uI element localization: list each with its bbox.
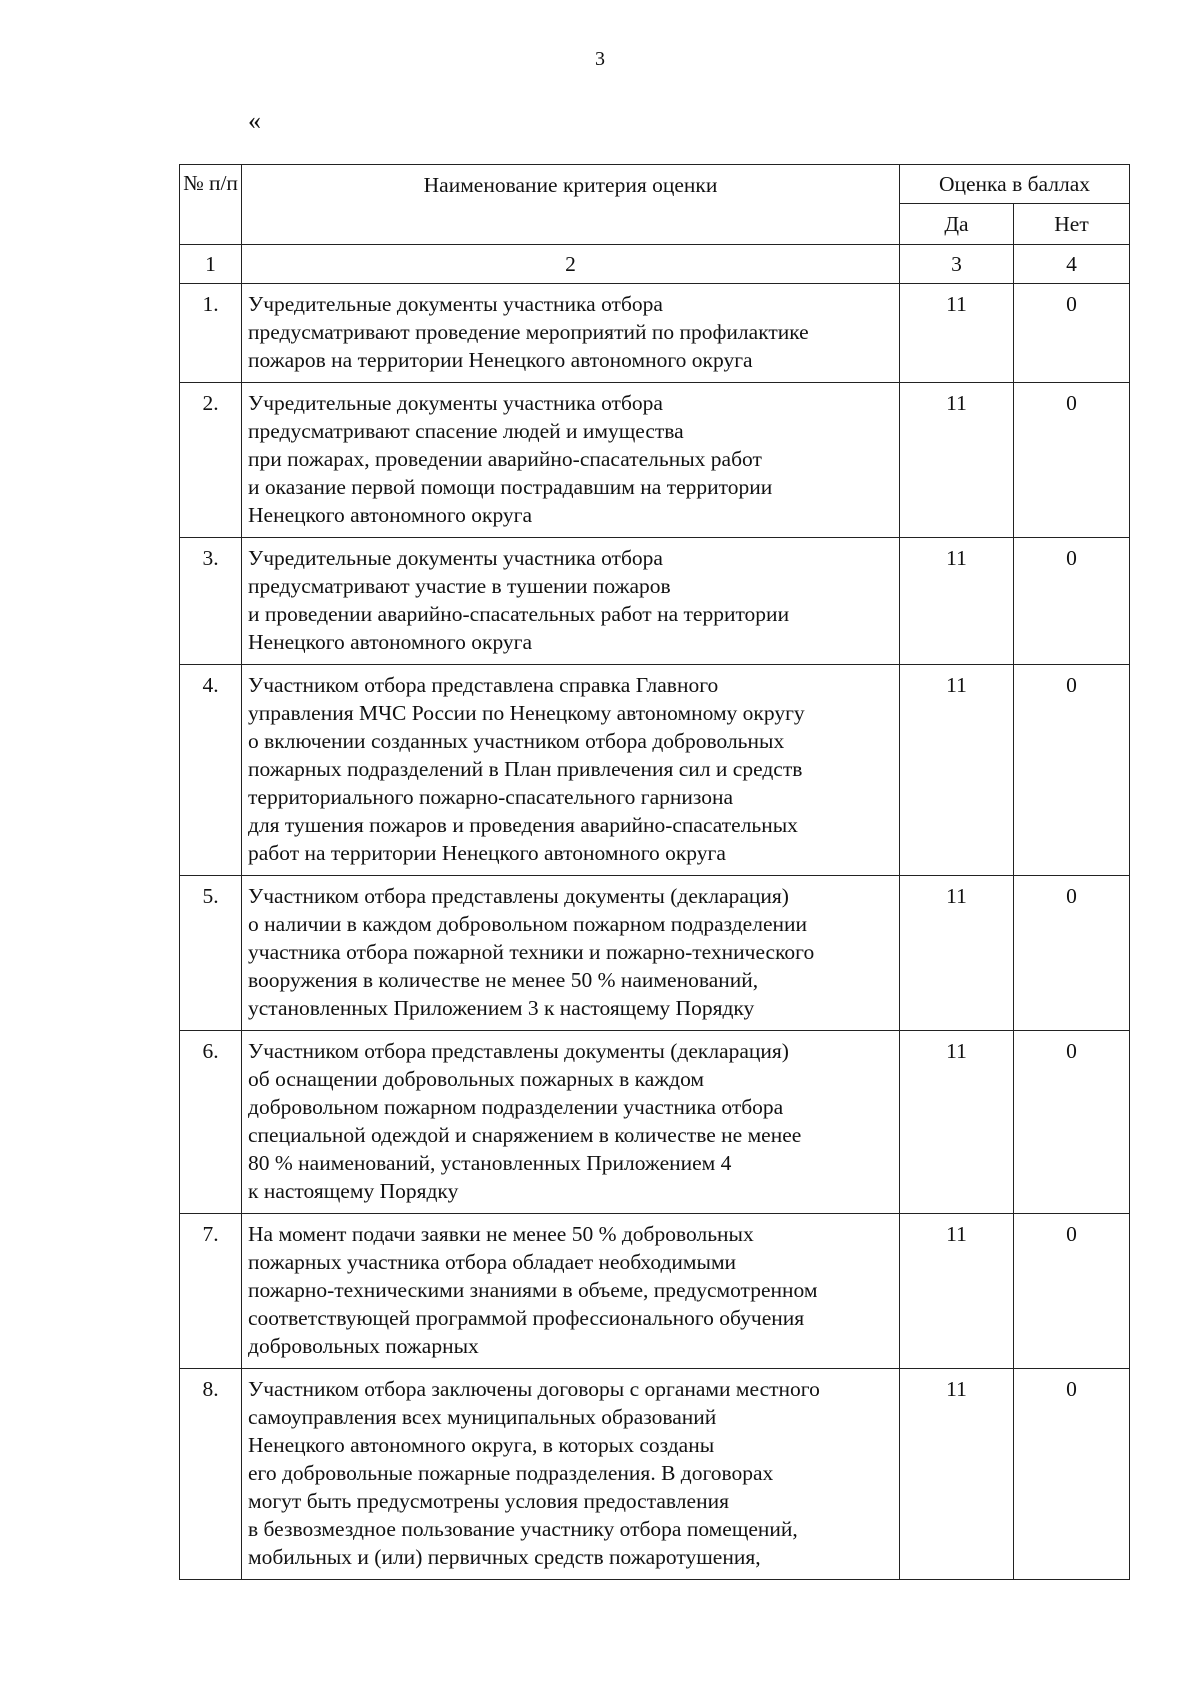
page-number: 3	[595, 48, 605, 70]
criterion-text-line: Участником отбора заключены договоры с органами местного	[248, 1377, 820, 1401]
table-row	[180, 1369, 1130, 1580]
score-yes: 11	[900, 876, 1014, 1031]
criterion-text	[242, 284, 900, 383]
header-yes: Да	[900, 204, 1014, 245]
criterion-text-line: пожарных участника отбора обладает необходимыми	[248, 1250, 737, 1274]
row-number: 5.	[180, 876, 242, 1031]
criterion-text-line: работ на территории Ненецкого автономного округа	[248, 841, 726, 865]
criterion-text-line: вооружения в количестве не менее 50 % наименований,	[248, 968, 759, 992]
column-number-row	[180, 245, 1130, 284]
score-yes: 11	[900, 1031, 1014, 1214]
column-number: 4	[1014, 245, 1130, 284]
row-number: 3.	[180, 538, 242, 665]
criterion-text-line: управления МЧС России по Ненецкому автономному округу	[248, 701, 805, 725]
criterion-text-line: Участником отбора представлены документы (декларация)	[248, 884, 789, 908]
criterion-text-line: Ненецкого автономного округа	[248, 503, 533, 527]
table-row	[180, 876, 1130, 1031]
criterion-text-line: мобильных и (или) первичных средств пожаротушения,	[248, 1545, 761, 1569]
criterion-text-line: специальной одеждой и снаряжением в количестве не менее	[248, 1123, 802, 1147]
criterion-text-line: об оснащении добровольных пожарных в каждом	[248, 1067, 705, 1091]
criterion-text-line: пожарно-техническими знаниями в объеме, предусмотренном	[248, 1278, 818, 1302]
criterion-text	[242, 538, 900, 665]
criterion-text-line: и проведении аварийно-спасательных работ на территории	[248, 602, 790, 626]
criterion-text-line: Участником отбора представлены документы (декларация)	[248, 1039, 789, 1063]
row-number: 8.	[180, 1369, 242, 1580]
score-no: 0	[1014, 665, 1130, 876]
criterion-text-line: пожаров на территории Ненецкого автономного округа	[248, 348, 753, 372]
column-number: 3	[900, 245, 1014, 284]
score-yes: 11	[900, 665, 1014, 876]
table-row	[180, 1214, 1130, 1369]
criterion-text-line: установленных Приложением 3 к настоящему Порядку	[248, 996, 755, 1020]
table-row	[180, 284, 1130, 383]
criterion-text-line: могут быть предусмотрены условия предоставления	[248, 1489, 729, 1513]
row-number: 2.	[180, 383, 242, 538]
criterion-text	[242, 1031, 900, 1214]
criterion-text	[242, 1369, 900, 1580]
score-no: 0	[1014, 538, 1130, 665]
column-number: 2	[242, 245, 900, 284]
opening-quote-mark: «	[248, 106, 261, 135]
criterion-text	[242, 665, 900, 876]
criterion-text-line: предусматривают спасение людей и имущества	[248, 419, 684, 443]
table-row	[180, 1031, 1130, 1214]
criterion-text-line: о включении созданных участником отбора добровольных	[248, 729, 785, 753]
header-number-label: № п/п	[183, 171, 238, 195]
score-no: 0	[1014, 876, 1130, 1031]
criterion-text-line: о наличии в каждом добровольном пожарном подразделении	[248, 912, 807, 936]
criterion-text-line: добровольных пожарных	[248, 1334, 479, 1358]
criterion-text-line: и оказание первой помощи пострадавшим на территории	[248, 475, 773, 499]
criterion-text-line: Ненецкого автономного округа, в которых созданы	[248, 1433, 715, 1457]
criterion-text-line: его добровольные пожарные подразделения. В договорах	[248, 1461, 774, 1485]
criterion-text-line: Учредительные документы участника отбора	[248, 292, 663, 316]
criterion-text-line: в безвозмездное пользование участнику отбора помещений,	[248, 1517, 798, 1541]
criterion-text-line: Участником отбора представлена справка Главного	[248, 673, 719, 697]
criterion-text-line: для тушения пожаров и проведения аварийно-спасательных	[248, 813, 798, 837]
column-number: 1	[180, 245, 242, 284]
criterion-text	[242, 1214, 900, 1369]
header-no: Нет	[1014, 204, 1130, 245]
row-number: 1.	[180, 284, 242, 383]
criterion-text-line: 80 % наименований, установленных Приложением 4	[248, 1151, 732, 1175]
criterion-text-line: На момент подачи заявки не менее 50 % добровольных	[248, 1222, 754, 1246]
header-row	[180, 165, 1130, 204]
criterion-text	[242, 876, 900, 1031]
criterion-text-line: добровольном пожарном подразделении участника отбора	[248, 1095, 784, 1119]
header-number	[180, 165, 242, 245]
row-number: 6.	[180, 1031, 242, 1214]
score-yes: 11	[900, 1369, 1014, 1580]
criteria-table	[179, 164, 1130, 1580]
row-number: 4.	[180, 665, 242, 876]
criterion-text-line: Учредительные документы участника отбора	[248, 391, 663, 415]
criterion-text-line: пожарных подразделений в План привлечения сил и средств	[248, 757, 803, 781]
score-yes: 11	[900, 538, 1014, 665]
criterion-text-line: при пожарах, проведении аварийно-спасательных работ	[248, 447, 762, 471]
criterion-text-line: территориального пожарно-спасательного гарнизона	[248, 785, 734, 809]
row-number: 7.	[180, 1214, 242, 1369]
criterion-text-line: к настоящему Порядку	[248, 1179, 459, 1203]
score-yes: 11	[900, 1214, 1014, 1369]
criterion-text-line: самоуправления всех муниципальных образований	[248, 1405, 717, 1429]
criterion-text-line: Ненецкого автономного округа	[248, 630, 533, 654]
table-row	[180, 383, 1130, 538]
score-no: 0	[1014, 1031, 1130, 1214]
criterion-text-line: предусматривают участие в тушении пожаров	[248, 574, 671, 598]
header-criterion-name: Наименование критерия оценки	[242, 165, 900, 245]
criterion-text-line: предусматривают проведение мероприятий по профилактике	[248, 320, 809, 344]
criterion-text-line: Учредительные документы участника отбора	[248, 546, 663, 570]
score-no: 0	[1014, 284, 1130, 383]
criteria-body	[180, 245, 1130, 1580]
score-yes: 11	[900, 383, 1014, 538]
criterion-text-line: участника отбора пожарной техники и пожарно-технического	[248, 940, 815, 964]
header-score: Оценка в баллах	[900, 165, 1130, 204]
table-row	[180, 665, 1130, 876]
score-yes: 11	[900, 284, 1014, 383]
criterion-text	[242, 383, 900, 538]
score-no: 0	[1014, 383, 1130, 538]
table-row	[180, 538, 1130, 665]
score-no: 0	[1014, 1369, 1130, 1580]
criterion-text-line: соответствующей программой профессионального обучения	[248, 1306, 805, 1330]
score-no: 0	[1014, 1214, 1130, 1369]
